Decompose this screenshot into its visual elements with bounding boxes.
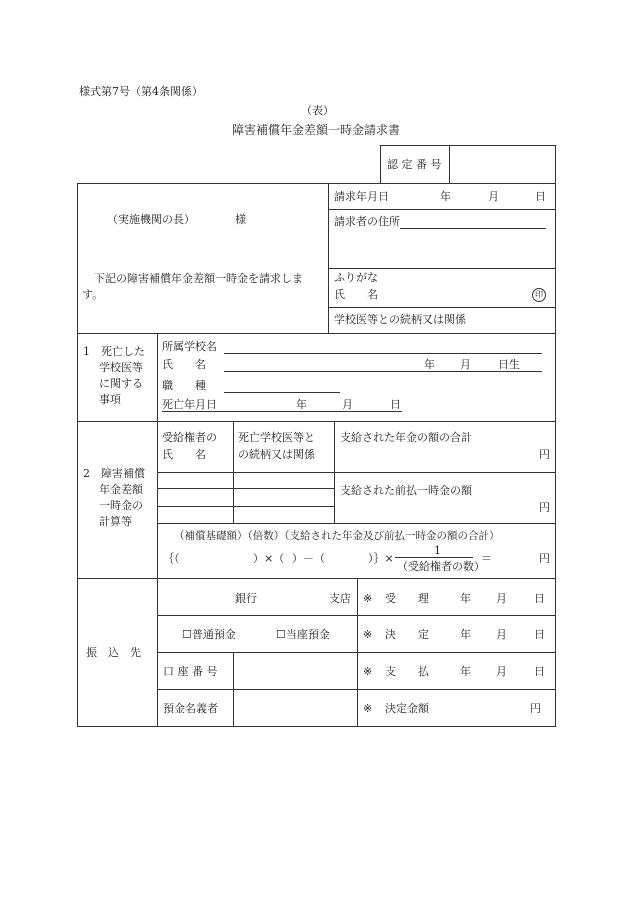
payment-year: 年 — [460, 665, 471, 678]
section1-label-3: に関する — [99, 377, 143, 390]
death-date-line — [162, 411, 402, 412]
school-name-line — [224, 353, 542, 354]
branch-label: 支店 — [329, 592, 351, 605]
death-year: 年 — [296, 398, 307, 411]
beneficiary-relation-header-2: の続柄又は関係 — [238, 448, 315, 461]
decided-amount-yen: 円 — [530, 702, 541, 715]
job-line — [224, 392, 340, 393]
formula-numerator: 1 — [434, 544, 441, 557]
payment-month: 月 — [496, 665, 507, 678]
birth-month: 月 — [460, 358, 471, 371]
formula-close: ）｝× — [368, 552, 394, 565]
transfer-destination-label: 振 込 先 — [86, 646, 141, 659]
request-date-day: 日 — [535, 190, 546, 203]
address-line — [400, 228, 546, 229]
furigana-label: ふりがな — [334, 271, 378, 284]
form-side-label: （表） — [301, 104, 334, 117]
sama-label: 様 — [235, 213, 246, 226]
account-number-label: 口 座 番 号 — [163, 665, 218, 678]
section2-label-3: 一時金の — [99, 499, 143, 512]
advance-total-yen: 円 — [539, 501, 550, 514]
birth-year: 年 — [424, 358, 435, 371]
kome-mark-2: ※ — [363, 628, 373, 641]
nintei-label: 認 定 番 号 — [387, 158, 442, 171]
toza-checkbox[interactable]: ☐当座預金 — [276, 628, 330, 641]
kome-mark-3: ※ — [363, 665, 373, 678]
formula-yen: 円 — [539, 552, 550, 565]
formula-minus: ）－（ — [292, 552, 325, 565]
death-day: 日 — [390, 398, 401, 411]
deceased-name-line — [224, 371, 542, 372]
birth-day: 日生 — [498, 358, 520, 371]
kome-mark-4: ※ — [363, 702, 373, 715]
job-label: 職 種 — [162, 379, 206, 392]
decided-amount-label: 決定金額 — [385, 702, 429, 715]
account-holder-label: 預金名義者 — [163, 702, 218, 715]
formula-open: ｛（ — [163, 552, 180, 565]
beneficiary-name-header-2: 氏 名 — [162, 448, 206, 461]
decision-day: 日 — [534, 628, 545, 641]
beneficiary-name-header-1: 受給権者の — [162, 431, 217, 444]
request-text-line2: す。 — [82, 288, 104, 301]
decision-year: 年 — [460, 628, 471, 641]
request-date-label: 請求年月日 — [334, 190, 389, 203]
death-month: 月 — [342, 398, 353, 411]
addressee-label: （実施機関の長） — [107, 213, 195, 226]
seal-mark: 印 — [532, 288, 546, 302]
advance-total-label: 支給された前払一時金の額 — [340, 484, 472, 497]
pension-total-yen: 円 — [539, 448, 550, 461]
section1-label-1: 1 死亡した — [83, 345, 145, 358]
request-text-line1: 下記の障害補償年金差額一時金を請求しま — [94, 272, 303, 285]
section1-label-4: 事項 — [99, 393, 121, 406]
payment-day: 日 — [534, 665, 545, 678]
receipt-label: 受 理 — [385, 592, 429, 605]
formula-header: （補償基礎額）（倍数）（支給された年金及び前払一時金の額の合計） — [174, 530, 500, 542]
beneficiary-relation-header-1: 死亡学校医等と — [238, 431, 315, 444]
section2-label-1: 2 障害補償 — [83, 467, 145, 480]
address-label: 請求者の住所 — [334, 215, 400, 228]
deceased-name-label: 氏 名 — [162, 358, 206, 371]
section2-label-4: 計算等 — [99, 515, 132, 528]
bank-label: 銀行 — [235, 592, 257, 605]
receipt-year: 年 — [460, 592, 471, 605]
receipt-day: 日 — [534, 592, 545, 605]
request-date-month: 月 — [488, 190, 499, 203]
relation-label: 学校医等との続柄又は関係 — [334, 313, 466, 326]
formula-equals: ＝ — [481, 552, 492, 565]
school-name-label: 所属学校名 — [162, 340, 217, 353]
formula-times: ）×（ — [253, 552, 285, 565]
pension-total-label: 支給された年金の額の合計 — [340, 431, 472, 444]
formula-fraction-bar — [395, 557, 473, 558]
decision-month: 月 — [496, 628, 507, 641]
payment-label: 支 払 — [385, 665, 429, 678]
kome-mark-1: ※ — [363, 592, 373, 605]
form-number: 様式第7号（第4条関係） — [79, 85, 203, 98]
receipt-month: 月 — [496, 592, 507, 605]
futsu-checkbox[interactable]: ☐普通預金 — [182, 628, 236, 641]
request-date-year: 年 — [440, 190, 451, 203]
formula-denominator: （受給権者の数） — [397, 560, 485, 573]
death-date-label: 死亡年月日 — [162, 398, 217, 411]
form-title: 障害補償年金差額一時金請求書 — [232, 123, 401, 137]
section1-label-2: 学校医等 — [99, 361, 143, 374]
claimant-name-label: 氏 名 — [334, 288, 378, 301]
decision-label: 決 定 — [385, 628, 429, 641]
section2-label-2: 年金差額 — [99, 483, 143, 496]
